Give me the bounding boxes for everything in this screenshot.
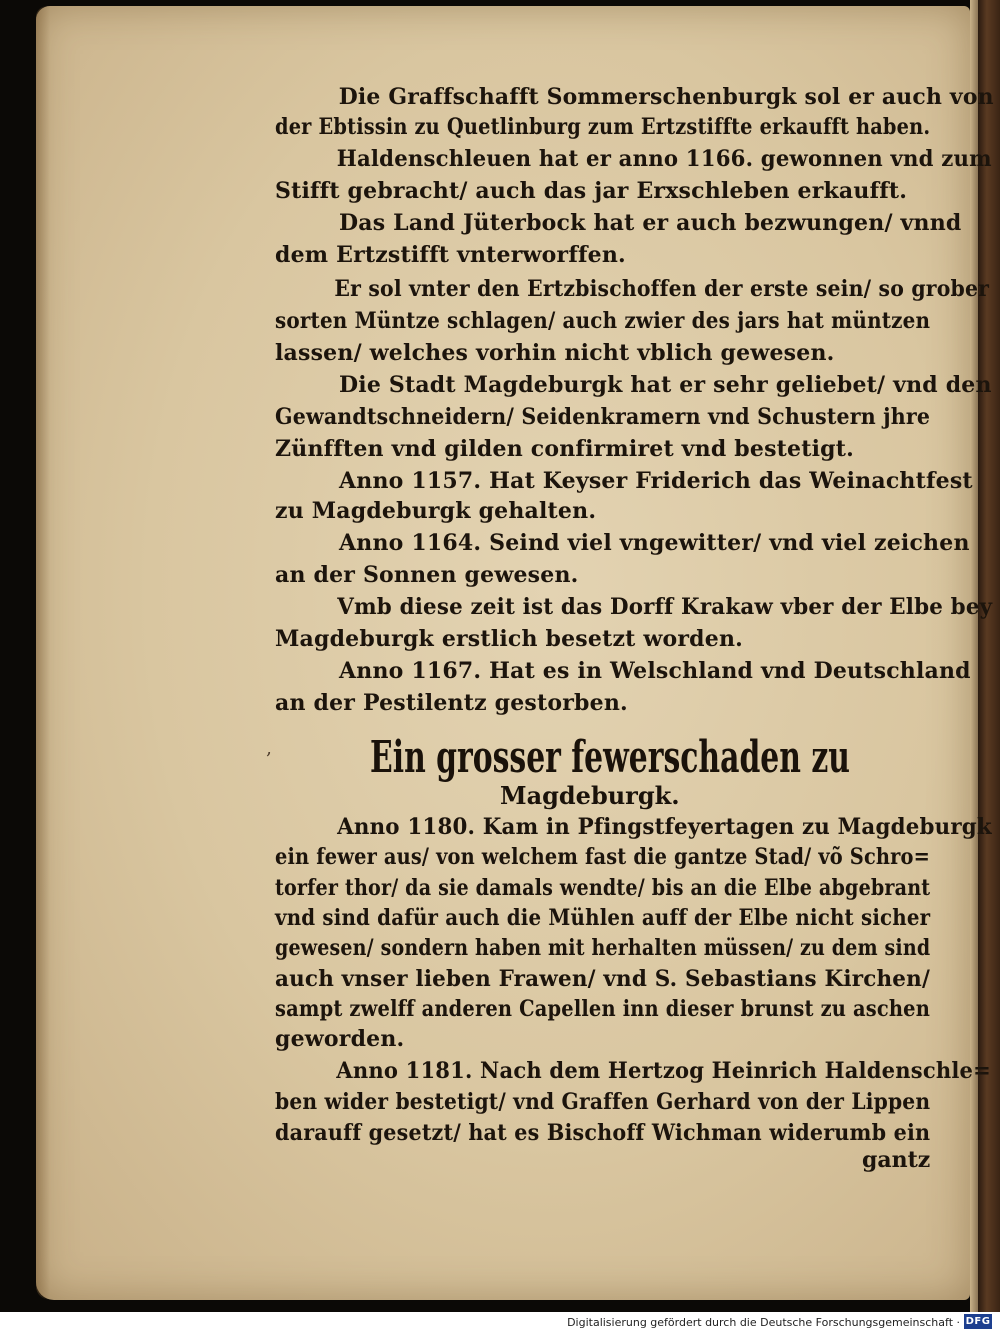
section-heading: Ein grosser fewerschaden zu [370, 732, 850, 783]
text-line: Anno 1181. Nach dem Hertzog Heinrich Haldenschle= [336, 1058, 992, 1084]
text-line: an der Sonnen gewesen. [275, 562, 579, 588]
text-line: der Ebtissin zu Quetlinburg zum Ertzstiffte erkaufft haben. [275, 114, 931, 140]
text-line: auch vnser lieben Frawen/ vnd S. Sebastians Kirchen/ [275, 966, 931, 992]
text-line: Stifft gebracht/ auch das jar Erxschleben erkaufft. [275, 178, 908, 204]
text-line: Haldenschleuen hat er anno 1166. gewonnen vnd zum [336, 146, 992, 172]
section-subheading: Magdeburgk. [500, 781, 680, 810]
text-line: an der Pestilentz gestorben. [275, 690, 628, 716]
text-line: sampt zwelff anderen Capellen inn dieser brunst zu aschen [275, 996, 930, 1022]
text-line: ein fewer aus/ von welchem fast die gantze Stad/ võ Schro= [275, 844, 931, 870]
text-line: Magdeburgk erstlich besetzt worden. [275, 626, 744, 652]
text-line: Anno 1164. Seind viel vngewitter/ vnd viel zeichen [339, 530, 970, 556]
text-line: dem Ertzstifft vnterworffen. [275, 242, 626, 268]
text-line: Anno 1167. Hat es in Welschland vnd Deutschland [339, 658, 971, 684]
text-line: Gewandtschneidern/ Seidenkramern vnd Schustern jhre [275, 404, 931, 430]
catchword: gantz [862, 1147, 931, 1173]
text-line: ben wider bestetigt/ vnd Graffen Gerhard von der Lippen [275, 1089, 931, 1115]
text-line: Die Stadt Magdeburgk hat er sehr geliebet/ vnd den [339, 372, 992, 398]
text-line: torfer thor/ da sie damals wendte/ bis an die Elbe abgebrant [275, 875, 931, 901]
text-line: Er sol vnter den Ertzbischoffen der erste sein/ so grober [334, 276, 990, 302]
footer-credit: Digitalisierung gefördert durch die Deutsche Forschungsgemeinschaft · [567, 1316, 960, 1329]
text-line: Anno 1180. Kam in Pfingstfeyertagen zu Magdeburgk [337, 814, 992, 840]
margin-mark: ‚ [266, 738, 272, 759]
dfg-logo: DFG [965, 1316, 991, 1327]
text-line: sorten Müntze schlagen/ auch zwier des jars hat müntzen [275, 308, 931, 334]
text-line: lassen/ welches vorhin nicht vblich gewesen. [275, 340, 835, 366]
text-line: darauff gesetzt/ hat es Bischoff Wichman widerumb ein [275, 1120, 931, 1146]
text-line: zu Magdeburgk gehalten. [275, 498, 597, 524]
text-line: gewesen/ sondern haben mit herhalten müssen/ zu dem sind [275, 935, 931, 961]
text-line: Die Graffschafft Sommerschenburgk sol er auch von [338, 84, 994, 110]
text-line: Anno 1157. Hat Keyser Friderich das Weinachtfest [339, 468, 973, 494]
text-line: Zünfften vnd gilden confirmiret vnd bestetigt. [275, 436, 854, 462]
text-line: geworden. [275, 1026, 405, 1052]
text-line: Das Land Jüterbock hat er auch bezwungen/ vnnd [339, 210, 962, 236]
text-line: vnd sind dafür auch die Mühlen auff der Elbe nicht sicher [275, 905, 931, 931]
page-gutter-shadow [36, 6, 50, 1300]
text-line: Vmb diese zeit ist das Dorff Krakaw vber der Elbe bey [337, 594, 993, 620]
